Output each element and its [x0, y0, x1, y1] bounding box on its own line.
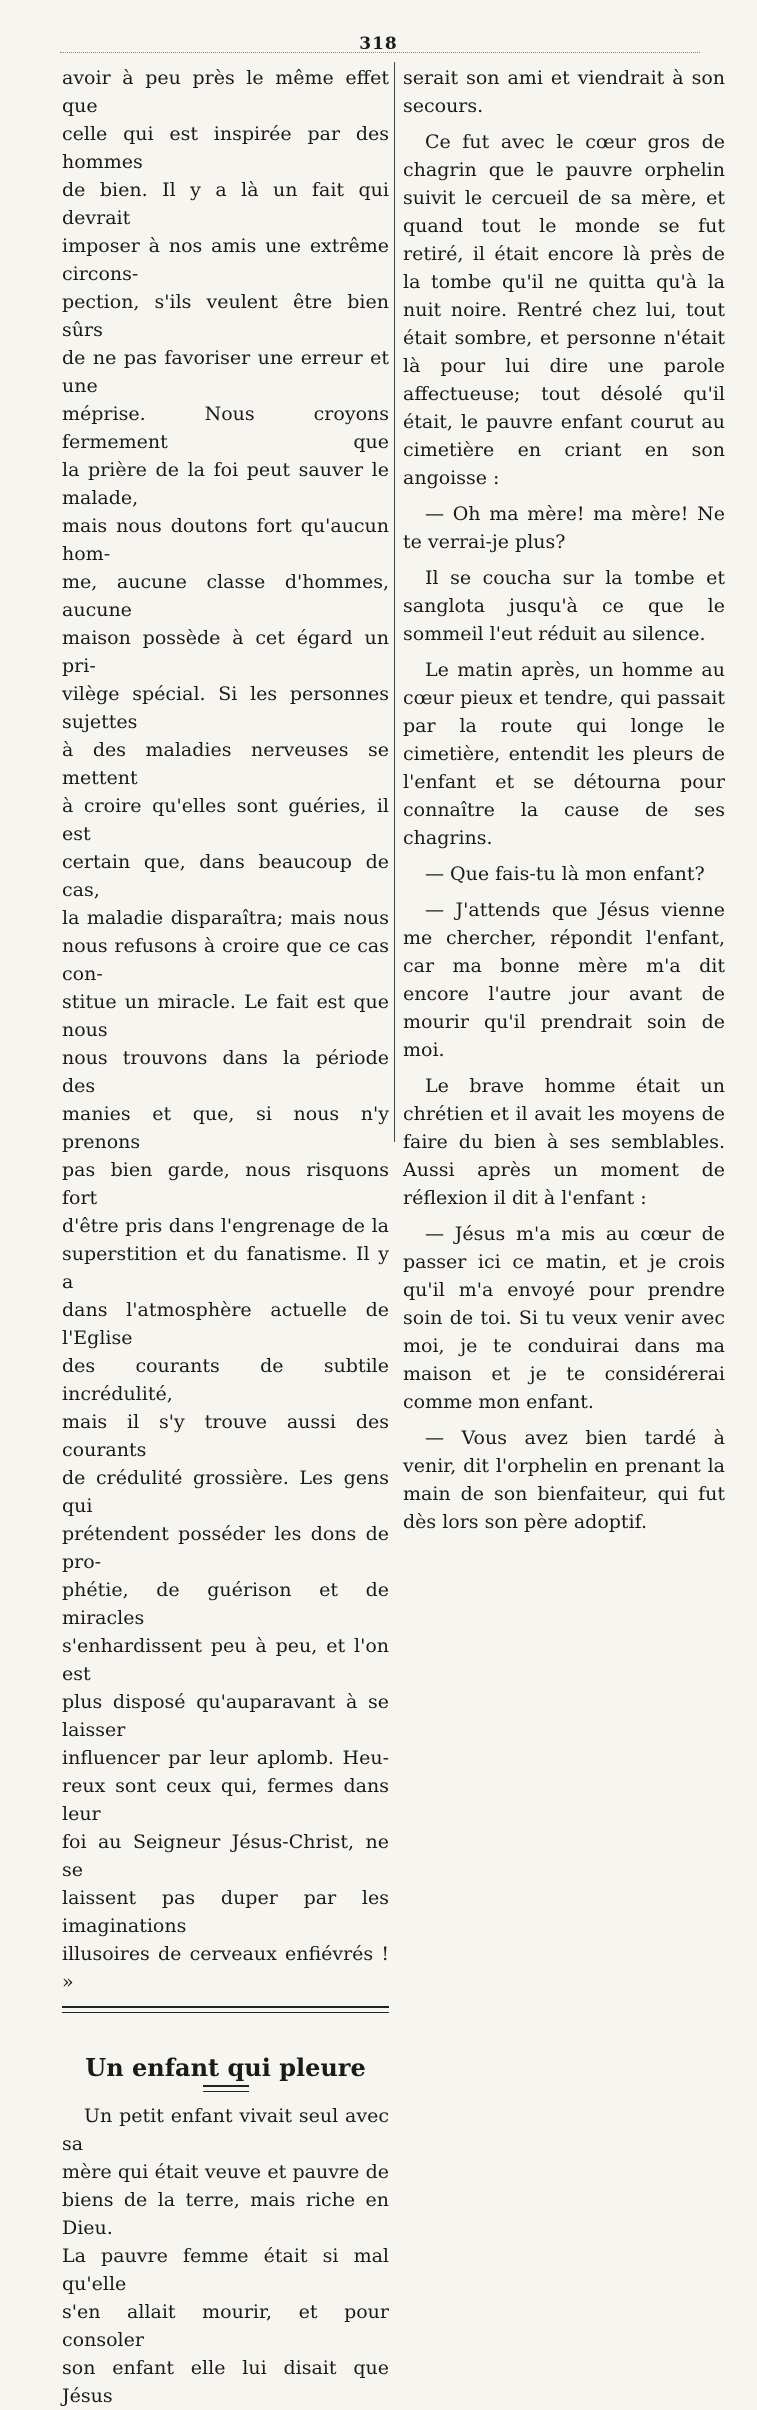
text-line: vilège spécial. Si les personnes sujettes — [62, 683, 389, 733]
text-line: celle qui est inspirée par des hommes — [62, 123, 389, 173]
text-line: foi au Seigneur Jésus-Christ, ne se — [62, 1831, 389, 1881]
text-line: mais nous doutons fort qu'aucun hom- — [62, 515, 389, 565]
text-line: Un petit enfant vivait seul avec sa — [62, 2105, 389, 2155]
text-line: imposer à nos amis une extrême circons- — [62, 235, 389, 285]
text-line: nous trouvons dans la période des — [62, 1047, 389, 1097]
text-line: de ne pas favoriser une erreur et une — [62, 347, 389, 397]
text-line: manies et que, si nous n'y prenons — [62, 1103, 389, 1153]
dialogue-paragraph: — Jésus m'a mis au cœur de passer ici ce matin, et je crois qu'il m'a envoyé pour prendre soin de toi. Si tu veux venir avec moi, je te conduirai dans ma maison et je te considérerai comme mon enfant. — [403, 1223, 725, 1413]
dialogue-paragraph: — J'attends que Jésus vienne me chercher, répondit l'enfant, car ma bonne mère m'a dit encore l'autre jour avant de mourir qu'il prendrait soin de moi. — [403, 899, 725, 1061]
left-column — [62, 64, 389, 2410]
text-line: mais il s'y trouve aussi des courants — [62, 1411, 389, 1461]
title-ornament — [203, 2085, 249, 2092]
text-line: à des maladies nerveuses se mettent — [62, 739, 389, 789]
text-line: à croire qu'elles sont guéries, il est — [62, 795, 389, 845]
section-divider — [62, 2006, 389, 2013]
text-line: de bien. Il y a là un fait qui devrait — [62, 179, 389, 229]
text-line: mère qui était veuve et pauvre de — [62, 2161, 389, 2183]
article-opening — [62, 2102, 389, 2410]
dialogue-paragraph: — Vous avez bien tardé à venir, dit l'orphelin en prenant la main de son bienfaiteur, qui fut dès lors son père adoptif. — [403, 1427, 725, 1533]
right-column — [403, 64, 725, 1544]
text-line: nous refusons à croire que ce cas con- — [62, 935, 389, 985]
text-line: la prière de la foi peut sauver le malade, — [62, 459, 389, 509]
text-line: biens de la terre, mais riche en Dieu. — [62, 2189, 389, 2239]
dialogue-paragraph: — Oh ma mère! ma mère! Ne te verrai-je plus? — [403, 503, 725, 553]
text-line: des courants de subtile incrédulité, — [62, 1355, 389, 1405]
text-line: dans l'atmosphère actuelle de l'Eglise — [62, 1299, 389, 1349]
paragraph: Le matin après, un homme au cœur pieux et tendre, qui passait par la route qui longe le cimetière, entendit les pleurs de l'enfant et se détourna pour connaître la cause de ses chagrins. — [403, 659, 725, 849]
text-line: laissent pas duper par les imaginations — [62, 1887, 389, 1937]
paragraph: Il se coucha sur la tombe et sanglota jusqu'à ce que le sommeil l'eut réduit au silence. — [403, 567, 725, 645]
text-line: phétie, de guérison et de miracles — [62, 1579, 389, 1629]
text-line: avoir à peu près le même effet que — [62, 67, 389, 117]
text-line: s'en allait mourir, et pour consoler — [62, 2301, 389, 2351]
text-line: pas bien garde, nous risquons fort — [62, 1159, 389, 1209]
header-rule — [60, 52, 700, 53]
text-line: prétendent posséder les dons de pro- — [62, 1523, 389, 1573]
text-line: certain que, dans beaucoup de cas, — [62, 851, 389, 901]
text-line: d'être pris dans l'engrenage de la — [62, 1215, 389, 1237]
paragraph: Le brave homme était un chrétien et il avait les moyens de faire du bien à ses semblables. Aussi après un moment de réflexion il dit à l'enfant : — [403, 1075, 725, 1209]
paragraph: serait son ami et viendrait à son secours. — [403, 67, 725, 117]
page-number: 318 — [359, 34, 398, 54]
continuation-text — [62, 64, 389, 1996]
text-line: illusoires de cerveaux enfiévrés ! » — [62, 1943, 389, 1993]
text-line: la maladie disparaîtra; mais nous — [62, 907, 389, 929]
text-line: superstition et du fanatisme. Il y a — [62, 1243, 389, 1293]
dialogue-paragraph: — Que fais-tu là mon enfant? — [425, 863, 705, 885]
text-line: de crédulité grossière. Les gens qui — [62, 1467, 389, 1517]
text-line: plus disposé qu'auparavant à se laisser — [62, 1691, 389, 1741]
text-line: stitue un miracle. Le fait est que nous — [62, 991, 389, 1041]
text-line: pection, s'ils veulent être bien sûrs — [62, 291, 389, 341]
text-line: méprise. Nous croyons fermement que — [62, 403, 389, 453]
column-divider — [394, 62, 395, 1142]
text-line: son enfant elle lui disait que Jésus — [62, 2357, 389, 2407]
text-line: La pauvre femme était si mal qu'elle — [62, 2245, 389, 2295]
text-line: reux sont ceux qui, fermes dans leur — [62, 1775, 389, 1825]
text-line: me, aucune classe d'hommes, aucune — [62, 571, 389, 621]
article-title: Un enfant qui pleure — [85, 2053, 366, 2082]
text-line: s'enhardissent peu à peu, et l'on est — [62, 1635, 389, 1685]
text-line: influencer par leur aplomb. Heu- — [62, 1747, 389, 1769]
paragraph: Ce fut avec le cœur gros de chagrin que le pauvre orphelin suivit le cercueil de sa mère, et quand tout le monde se fut retiré, il était encore là près de la tombe qu'il ne quitta qu'à la nuit noire. Rentré chez lui, tout était sombre, et personne n'était là pour lui dire une parole affectueuse; tout désolé qu'il était, le pauvre enfant courut au cimetière en criant en son angoisse : — [403, 131, 725, 489]
text-line: maison possède à cet égard un pri- — [62, 627, 389, 677]
